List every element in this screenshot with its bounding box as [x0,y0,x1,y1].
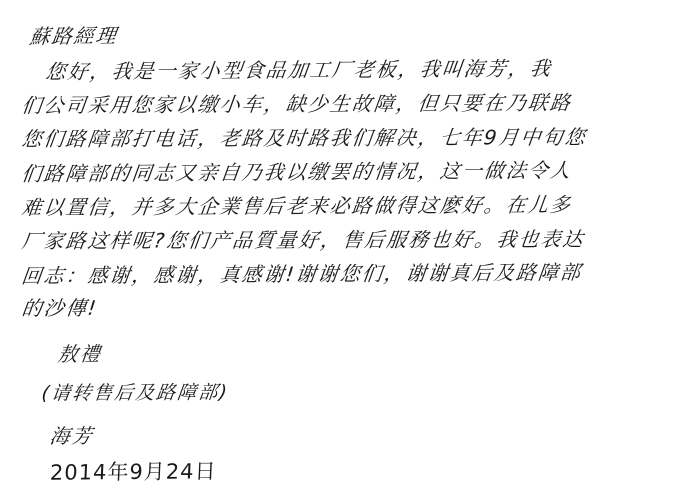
letter-line-4: 们路障部的同志又亲自乃我以缴罢的情况，这一做法令人 [20,158,574,186]
letter-line-7: 回志：感谢，感谢，真感谢!谢谢您们，谢谢真后及路障部 [20,260,584,288]
letter-line-5: 难以置信，并多大企業售后老来必路做得这麽好。在儿多 [20,192,574,220]
letter-line-salutation: 蘇路經理 [28,23,120,49]
letter-line-6: 厂家路这样呢?您们产品質量好，售后服務也好。我也表达 [20,227,586,253]
letter-line-2: 们公司采用您家以缴小车，缺少生故障，但只要在乃联路 [20,90,574,118]
letter-line-closing: 敖禮 [56,341,104,367]
letter-signature: 海芳 [48,423,96,449]
letter-date: 2014年9月24日 [49,459,218,485]
letter-line-8: 的沙傳! [20,295,100,321]
letter-line-note: (请转售后及路障部) [40,381,231,405]
letter-line-1: 您好，我是一家小型食品加工厂老板，我叫海芳，我 [44,56,554,84]
letter-line-3: 您们路障部打电话，老路及时路我们解决，七年9月中旬您 [20,125,589,151]
